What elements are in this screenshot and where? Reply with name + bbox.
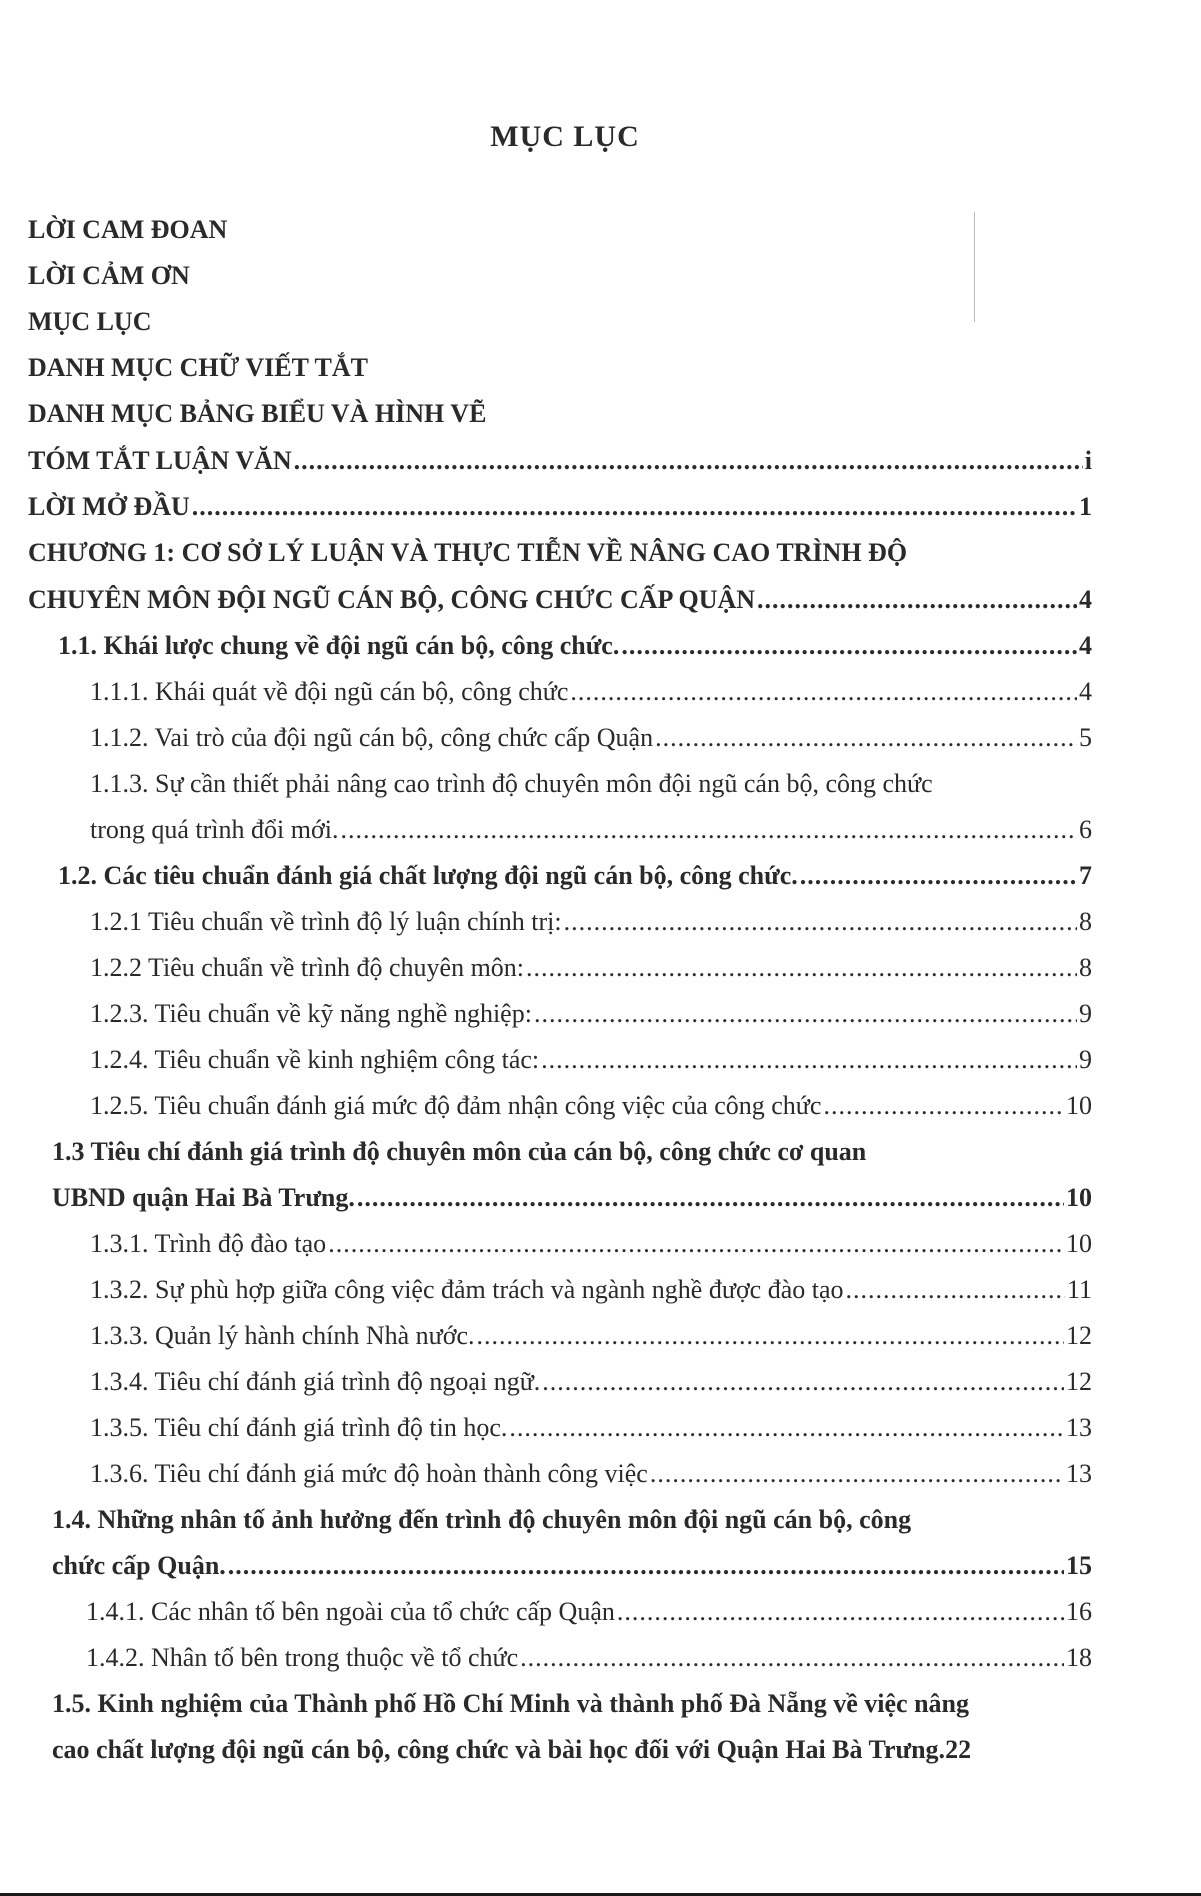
toc-leader [228,1546,1064,1586]
toc-leader [294,441,1083,481]
toc-entry [28,580,1092,620]
toc-entry-title-line2: chức cấp Quận. [52,1551,226,1580]
toc-entry-page: 18 [1066,1643,1092,1672]
toc-front-matter-item: LỜI CẢM ƠN [28,261,190,290]
toc-entry-title: 1.1.2. Vai trò của đội ngũ cán bộ, công chức cấp Quận [90,723,654,752]
toc-entry-title: 1.1.1. Khái quát về đội ngũ cán bộ, công chức [90,677,569,706]
toc-entry [90,1408,1092,1448]
toc-leader [570,672,1077,712]
toc-entry-title: 1.2.4. Tiêu chuẩn về kinh nghiệm công tác: [90,1045,540,1074]
toc-entry-page: 4 [1079,585,1092,614]
toc-entry [58,626,1092,666]
toc-entry-title-line2: trong quá trình đổi mới. [90,815,339,844]
toc-entry-title-line2: CHUYÊN MÔN ĐỘI NGŨ CÁN BỘ, CÔNG CHỨC CẤP QUẬN [28,585,756,614]
toc-entry-title: 1.1. Khái lược chung về đội ngũ cán bộ, công chức. [58,631,620,660]
toc-entry-title: 1.3.1. Trình độ đào tạo [90,1229,327,1258]
toc-leader [340,810,1077,850]
toc-front-matter-item: MỤC LỤC [28,307,152,336]
toc-entry [90,994,1092,1034]
toc-entry-title-line1: 1.1.3. Sự cần thiết phải nâng cao trình độ chuyên môn đội ngũ cán bộ, công chức [90,769,933,798]
toc-entry-page: 13 [1066,1459,1092,1488]
toc-front-matter-item: DANH MỤC CHỮ VIẾT TẮT [28,353,368,382]
toc-leader [650,1454,1064,1494]
toc-entry-title-line2: cao chất lượng đội ngũ cán bộ, công chức và bài học đối với Quận Hai Bà Trưng. [52,1735,946,1764]
toc-entry-page: 7 [1079,861,1092,890]
toc-entry [28,441,1092,481]
page-title: MỤC LỤC [490,120,640,153]
toc-entry-page: 4 [1079,677,1092,706]
toc-entry [90,1086,1092,1126]
toc-entry-title: 1.4.2. Nhân tố bên trong thuộc về tổ chức [86,1643,519,1672]
toc-entry [52,1730,1092,1770]
toc-leader [564,902,1077,942]
toc-leader [534,994,1077,1034]
toc-entry-title: 1.2.5. Tiêu chuẩn đánh giá mức độ đảm nhận công việc của công chức [90,1091,822,1120]
toc-entry [28,487,1092,527]
toc-entry [58,856,1092,896]
toc-entry [90,902,1092,942]
toc-leader [621,626,1077,666]
toc-entry [52,1546,1092,1586]
toc-front-matter-item: LỜI CAM ĐOAN [28,215,228,244]
toc-entry [90,672,1092,712]
toc-entry [90,1270,1092,1310]
toc-entry-page: 5 [1079,723,1092,752]
toc-leader [541,1040,1077,1080]
toc-entry-title: 1.3.3. Quản lý hành chính Nhà nước. [90,1321,475,1350]
toc-entry [90,1316,1092,1356]
toc-entry-title: 1.2. Các tiêu chuẩn đánh giá chất lượng đội ngũ cán bộ, công chức. [58,861,798,890]
toc-leader [542,1362,1064,1402]
toc-entry-page: 6 [1079,815,1092,844]
toc-entry [90,718,1092,758]
toc-entry-title: LỜI MỞ ĐẦU [28,492,190,521]
toc-leader [655,718,1077,758]
toc-entry-title: 1.3.5. Tiêu chí đánh giá trình độ tin học. [90,1413,508,1442]
toc-entry-page: 1 [1079,492,1092,521]
toc-entry-page: 8 [1079,907,1092,936]
toc-entry-page: 10 [1066,1229,1092,1258]
toc-entry-title-line1: 1.3 Tiêu chí đánh giá trình độ chuyên môn của cán bộ, công chức cơ quan [52,1137,867,1166]
toc-leader [357,1178,1064,1218]
toc-entry-page: i [1084,446,1092,475]
toc-entry-page: 15 [1066,1551,1092,1580]
toc-entry-title: 1.3.2. Sự phù hợp giữa công việc đảm trách và ngành nghề được đào tạo [90,1275,844,1304]
toc-entry-page: 8 [1079,953,1092,982]
toc-entry-page: 11 [1066,1275,1092,1304]
toc-leader [823,1086,1064,1126]
toc-leader [509,1408,1064,1448]
toc-entry-page: 12 [1066,1367,1092,1396]
scan-artifact-line [974,212,975,322]
toc-entry-page: 22 [945,1735,972,1764]
toc-entry [52,1178,1092,1218]
toc-entry-page: 10 [1066,1091,1092,1120]
toc-entry [90,810,1092,850]
toc-leader [800,856,1077,896]
toc-entry-title: 1.2.1 Tiêu chuẩn về trình độ lý luận chính trị: [90,907,562,936]
toc-entry-title: 1.4.1. Các nhân tố bên ngoài của tổ chức cấp Quận [86,1597,615,1626]
toc-entry [86,1638,1092,1678]
toc-entry-title: TÓM TẮT LUẬN VĂN [28,446,292,475]
toc-entry-page: 13 [1066,1413,1092,1442]
toc-entry-page: 12 [1066,1321,1092,1350]
toc-entry [86,1592,1092,1632]
toc-entry-page: 9 [1079,999,1092,1028]
toc-entry-title: 1.3.6. Tiêu chí đánh giá mức độ hoàn thành công việc [90,1459,648,1488]
toc-entry [90,1454,1092,1494]
toc-entry [90,1362,1092,1402]
toc-entry-title-line2: UBND quận Hai Bà Trưng. [52,1183,355,1212]
toc-entry-page: 9 [1079,1045,1092,1074]
toc-leader [192,487,1077,527]
toc-entry-page: 4 [1079,631,1092,660]
toc-leader [846,1270,1065,1310]
toc-leader [477,1316,1064,1356]
toc-leader [526,948,1077,988]
toc-entry [90,948,1092,988]
toc-leader [757,580,1077,620]
toc-leader [617,1592,1064,1632]
toc-entry-title-line1: 1.4. Những nhân tố ảnh hưởng đến trình độ chuyên môn đội ngũ cán bộ, công [52,1505,912,1534]
toc-leader [520,1638,1064,1678]
toc-entry-title: 1.2.3. Tiêu chuẩn về kỹ năng nghề nghiệp: [90,999,532,1028]
toc-entry-title: 1.2.2 Tiêu chuẩn về trình độ chuyên môn: [90,953,525,982]
toc-entry [90,1040,1092,1080]
toc-entry-title-line1: CHƯƠNG 1: CƠ SỞ LÝ LUẬN VÀ THỰC TIỄN VỀ NÂNG CAO TRÌNH ĐỘ [28,538,908,567]
toc-front-matter-item: DANH MỤC BẢNG BIỂU VÀ HÌNH VẼ [28,399,487,428]
toc-entry [90,1224,1092,1264]
toc-entry-page: 16 [1066,1597,1092,1626]
toc-entry-page: 10 [1066,1183,1092,1212]
toc-entry-title: 1.3.4. Tiêu chí đánh giá trình độ ngoại ngữ. [90,1367,541,1396]
toc-entry-title-line1: 1.5. Kinh nghiệm của Thành phố Hồ Chí Minh và thành phố Đà Nẵng về việc nâng [52,1689,969,1718]
toc-leader [328,1224,1064,1264]
